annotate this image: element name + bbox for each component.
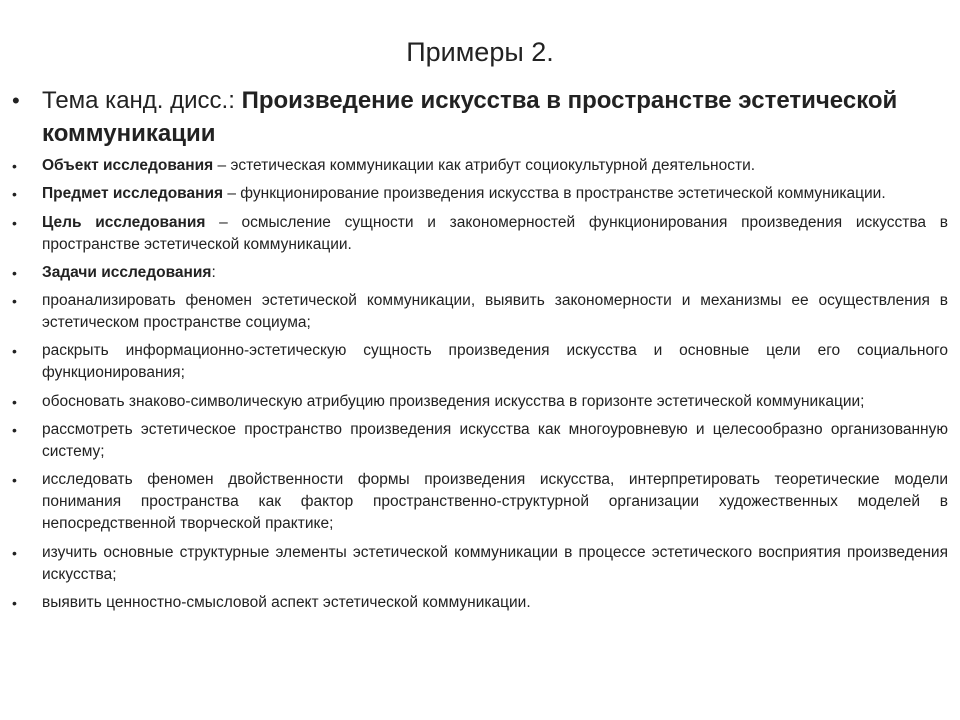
list-item-goal bbox=[12, 212, 948, 256]
bullet-icon: • bbox=[12, 544, 17, 561]
topic-title: Произведение искусства в пространстве эстетической коммуникации bbox=[42, 87, 898, 147]
item-label: Задачи исследования bbox=[42, 263, 212, 281]
list-item-task bbox=[12, 290, 948, 334]
bullet-icon: • bbox=[12, 422, 17, 439]
bullet-icon: • bbox=[12, 158, 17, 174]
item-text: проанализировать феномен эстетической коммуникации, выявить закономерности и механизмы ее осуществления в эстетическом пространстве социума; bbox=[42, 292, 948, 332]
main-topic-text bbox=[42, 84, 912, 150]
list-item-task bbox=[12, 542, 948, 586]
bullet-icon: • bbox=[12, 343, 17, 360]
bullet-icon: • bbox=[12, 214, 17, 231]
bullet-icon: • bbox=[12, 393, 17, 410]
list-item-task bbox=[12, 340, 948, 384]
item-text: – осмысление сущности и закономерностей функционирования произведения искусства в пространстве эстетической коммуникации. bbox=[42, 213, 948, 253]
item-label: Объект исследования bbox=[42, 157, 214, 174]
item-text: обосновать знаково-символическую атрибуцию произведения искусства в горизонте эстетической коммуникации; bbox=[42, 392, 865, 410]
bullet-icon: • bbox=[12, 293, 17, 310]
list-item-object bbox=[12, 155, 948, 177]
bullet-icon: • bbox=[12, 264, 17, 281]
item-text: : bbox=[211, 263, 216, 281]
item-text: – функционирование произведения искусства в пространстве эстетической коммуникации. bbox=[223, 185, 886, 203]
list-item-task bbox=[12, 592, 948, 614]
list-item-tasks-heading bbox=[12, 262, 948, 284]
bullet-icon: • bbox=[12, 88, 20, 113]
bullet-icon: • bbox=[12, 472, 17, 489]
item-text: – эстетическая коммуникации как атрибут социокультурной деятельности. bbox=[213, 157, 756, 174]
main-topic-bullet bbox=[12, 84, 912, 150]
bullet-list bbox=[12, 155, 948, 620]
bullet-icon: • bbox=[12, 186, 17, 203]
item-label: Предмет исследования bbox=[42, 185, 224, 203]
bullet-icon: • bbox=[12, 594, 17, 611]
topic-prefix: Тема канд. дисс.: bbox=[42, 87, 242, 114]
item-label: Цель исследования bbox=[42, 213, 206, 231]
slide-title: Примеры 2. bbox=[406, 37, 554, 67]
list-item-task bbox=[12, 391, 948, 413]
item-text: выявить ценностно-смысловой аспект эстетической коммуникации. bbox=[42, 593, 531, 611]
item-text: рассмотреть эстетическое пространство произведения искусства как многоуровневую и целесообразно организованную систему; bbox=[42, 421, 948, 461]
item-text: исследовать феномен двойственности формы произведения искусства, интерпретировать теоретические модели понимания пространства как фактор пространственно-структурной организации художественных моделей в непосредственной творческой практике; bbox=[42, 471, 948, 533]
list-item-task bbox=[12, 469, 948, 535]
list-item-subject bbox=[12, 183, 948, 205]
item-text: изучить основные структурные элементы эстетической коммуникации в процессе эстетического восприятия произведения искусства; bbox=[42, 543, 948, 583]
item-text: раскрыть информационно-эстетическую сущность произведения искусства и основные цели его социального функционирования; bbox=[42, 342, 948, 382]
list-item-task bbox=[12, 419, 948, 463]
